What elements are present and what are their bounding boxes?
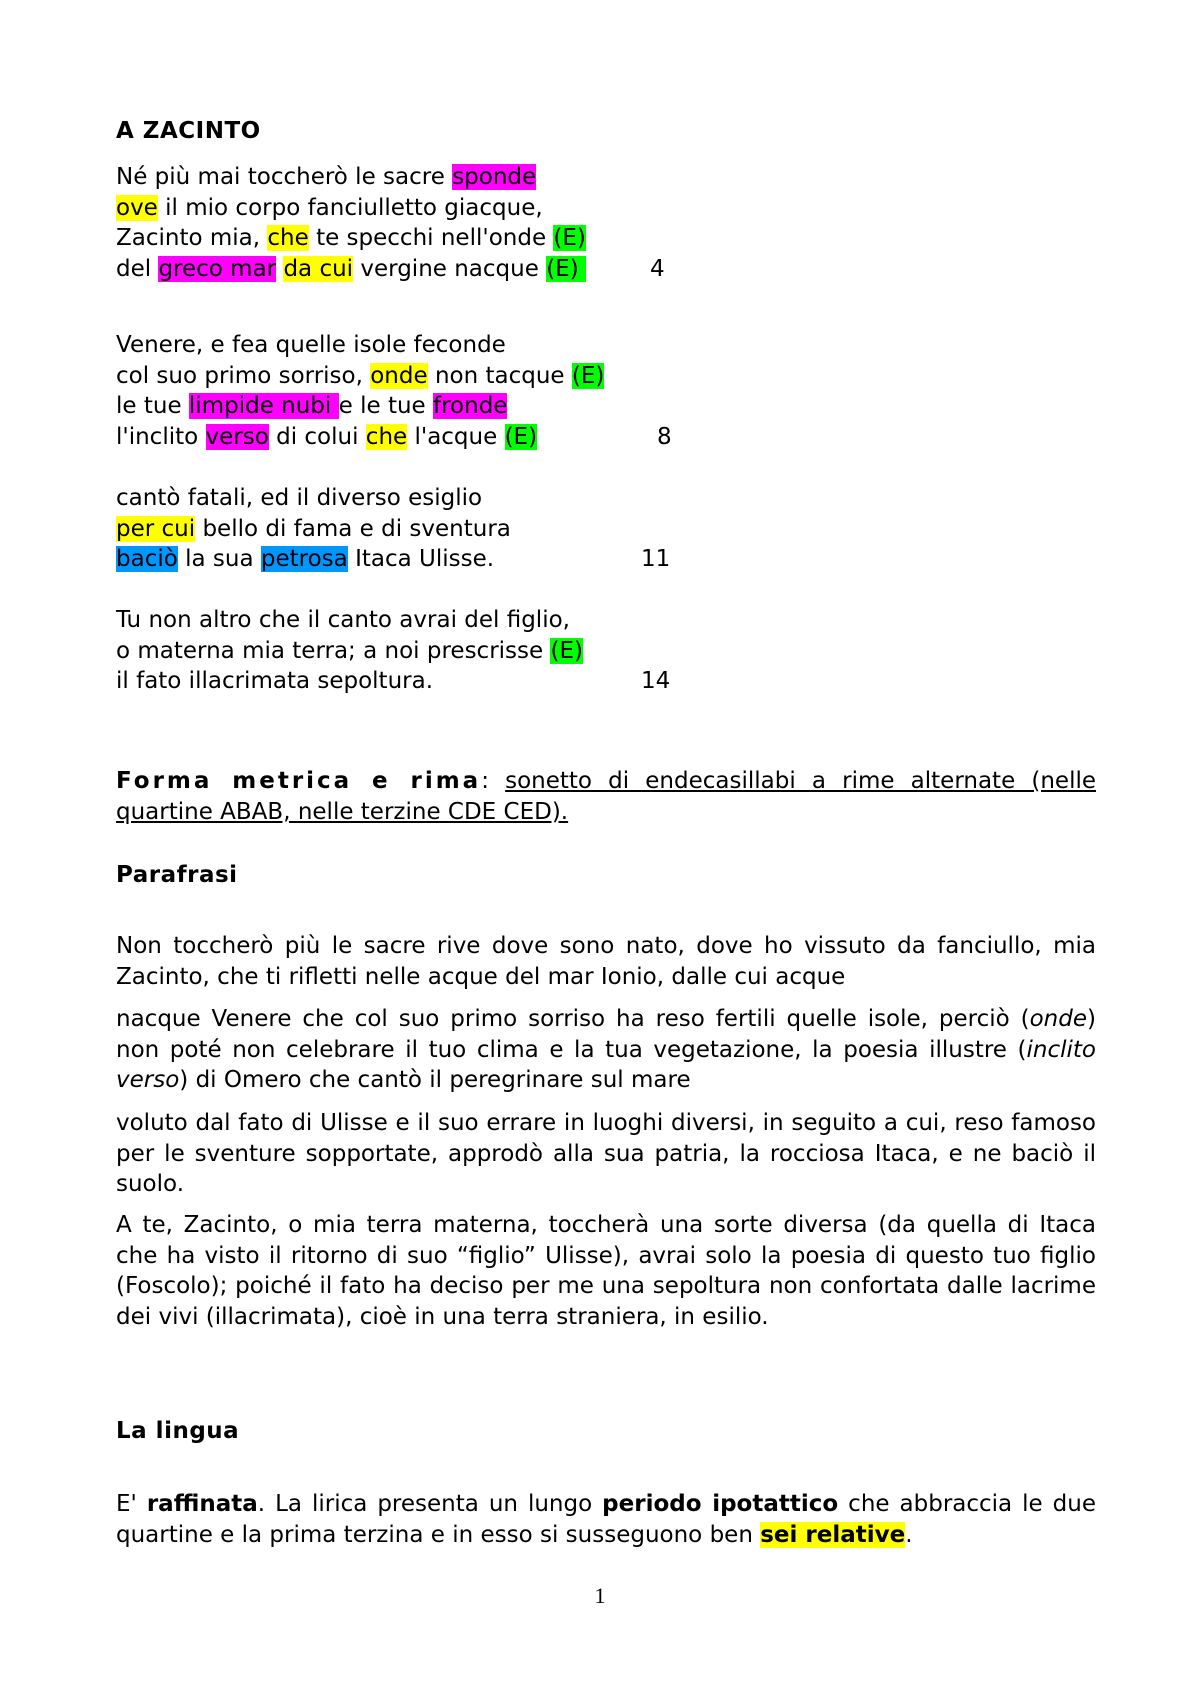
highlight-green: (E) bbox=[504, 423, 538, 450]
highlight-yellow: onde bbox=[370, 362, 428, 389]
parafrasi-paragraph: Non toccherò più le sacre rive dove sono nato, dove ho vissuto da fanciullo, mia Zacinto, che ti rifletti nelle acque del mar Ionio, dalle cui acque bbox=[116, 933, 1096, 990]
highlight-yellow: per cui bbox=[116, 515, 196, 542]
verse-line: baciò la sua petrosa Itaca Ulisse. 11 bbox=[116, 544, 716, 575]
parafrasi-paragraph: nacque Venere che col suo primo sorriso ha reso fertili quelle isole, perciò (onde) non poté non celebrare il tuo clima e la tua vegetazione, la poesia illustre (inclito verso) di Omero che cantò il peregrinare sul mare bbox=[116, 1006, 1096, 1093]
stanza-3 bbox=[116, 483, 716, 575]
parafrasi-paragraph: A te, Zacinto, o mia terra materna, toccherà una sorte diversa (da quella di Itaca che ha visto il ritorno di suo “figlio” Ulisse), avrai solo la poesia di questo tuo figlio (Foscolo); poiché il fato ha deciso per me una sepoltura non confortata dalle lacrime dei vivi (illacrimata), cioè in una terra straniera, in esilio. bbox=[116, 1212, 1096, 1330]
line-number: 11 bbox=[641, 546, 671, 572]
line-number: 4 bbox=[650, 255, 665, 282]
verse-line: le tue limpide nubi e le tue fronde bbox=[116, 393, 508, 419]
line-number: 14 bbox=[641, 668, 671, 694]
highlight-magenta: fronde bbox=[433, 393, 508, 419]
verse-line: del greco mar da cui vergine nacque (E) 4 bbox=[116, 254, 716, 285]
verse-line: il fato illacrimata sepoltura. 14 bbox=[116, 666, 716, 697]
highlight-yellow: sei relative bbox=[760, 1521, 906, 1548]
verse-line: Tu non altro che il canto avrai del figlio, bbox=[116, 607, 570, 633]
highlight-blue: petrosa bbox=[260, 546, 348, 572]
highlight-green: (E) bbox=[571, 362, 605, 389]
verse-line: cantò fatali, ed il diverso esiglio bbox=[116, 485, 483, 511]
stanza-2 bbox=[116, 330, 716, 452]
metrica-paragraph: Forma metrica e rima: sonetto di endecasillabi a rime alternate (nelle quartine ABAB, nelle terzine CDE CED). bbox=[116, 768, 1097, 825]
metrica-text: sonetto di endecasillabi a rime alternate (nelle quartine ABAB, nelle terzine CDE CED). bbox=[116, 768, 1097, 825]
verse-line: Venere, e fea quelle isole feconde bbox=[116, 332, 506, 358]
verse-line: per cui bello di fama e di sventura bbox=[116, 515, 511, 542]
verse-line: Né più mai toccherò le sacre sponde bbox=[116, 164, 537, 190]
highlight-magenta: greco mar bbox=[158, 255, 277, 282]
section-heading-lingua: La lingua bbox=[116, 1418, 240, 1444]
verse-line: l'inclito verso di colui che l'acque (E) 8 bbox=[116, 422, 716, 453]
highlight-green: (E) bbox=[550, 637, 583, 664]
highlight-magenta: limpide nubi bbox=[188, 393, 339, 419]
highlight-blue: baciò bbox=[116, 546, 178, 572]
highlight-yellow: da cui bbox=[283, 255, 354, 282]
stanza-1 bbox=[116, 162, 716, 284]
verse-line: ove il mio corpo fanciulletto giacque, bbox=[116, 194, 543, 221]
highlight-yellow: che bbox=[267, 225, 309, 251]
verse-line: col suo primo sorriso, onde non tacque (E) bbox=[116, 362, 605, 389]
stanza-4 bbox=[116, 605, 716, 697]
poem-title: A ZACINTO bbox=[116, 118, 261, 144]
highlight-magenta: sponde bbox=[452, 164, 537, 190]
verse-line: o materna mia terra; a noi prescrisse (E) bbox=[116, 637, 583, 664]
section-heading-parafrasi: Parafrasi bbox=[116, 862, 238, 888]
highlight-green: (E) bbox=[553, 225, 586, 251]
highlight-yellow: che bbox=[365, 423, 408, 450]
line-number: 8 bbox=[657, 423, 672, 450]
highlight-yellow: ove bbox=[116, 194, 158, 221]
verse-line: Zacinto mia, che te specchi nell'onde (E) bbox=[116, 225, 586, 251]
parafrasi-paragraph: voluto dal fato di Ulisse e il suo errare in luoghi diversi, in seguito a cui, reso famoso per le sventure sopportate, approdò alla sua patria, la rocciosa Itaca, e ne baciò il suolo. bbox=[116, 1110, 1096, 1197]
lingua-paragraph: E' raffinata. La lirica presenta un lungo periodo ipotattico che abbraccia le due quartine e la prima terzina e in esso si susseguono ben sei relative. bbox=[116, 1491, 1096, 1548]
metrica-label: Forma metrica e rima bbox=[116, 768, 482, 794]
highlight-green: (E) bbox=[546, 255, 586, 282]
highlight-magenta: verso bbox=[205, 423, 269, 450]
page-number: 1 bbox=[594, 1583, 606, 1608]
